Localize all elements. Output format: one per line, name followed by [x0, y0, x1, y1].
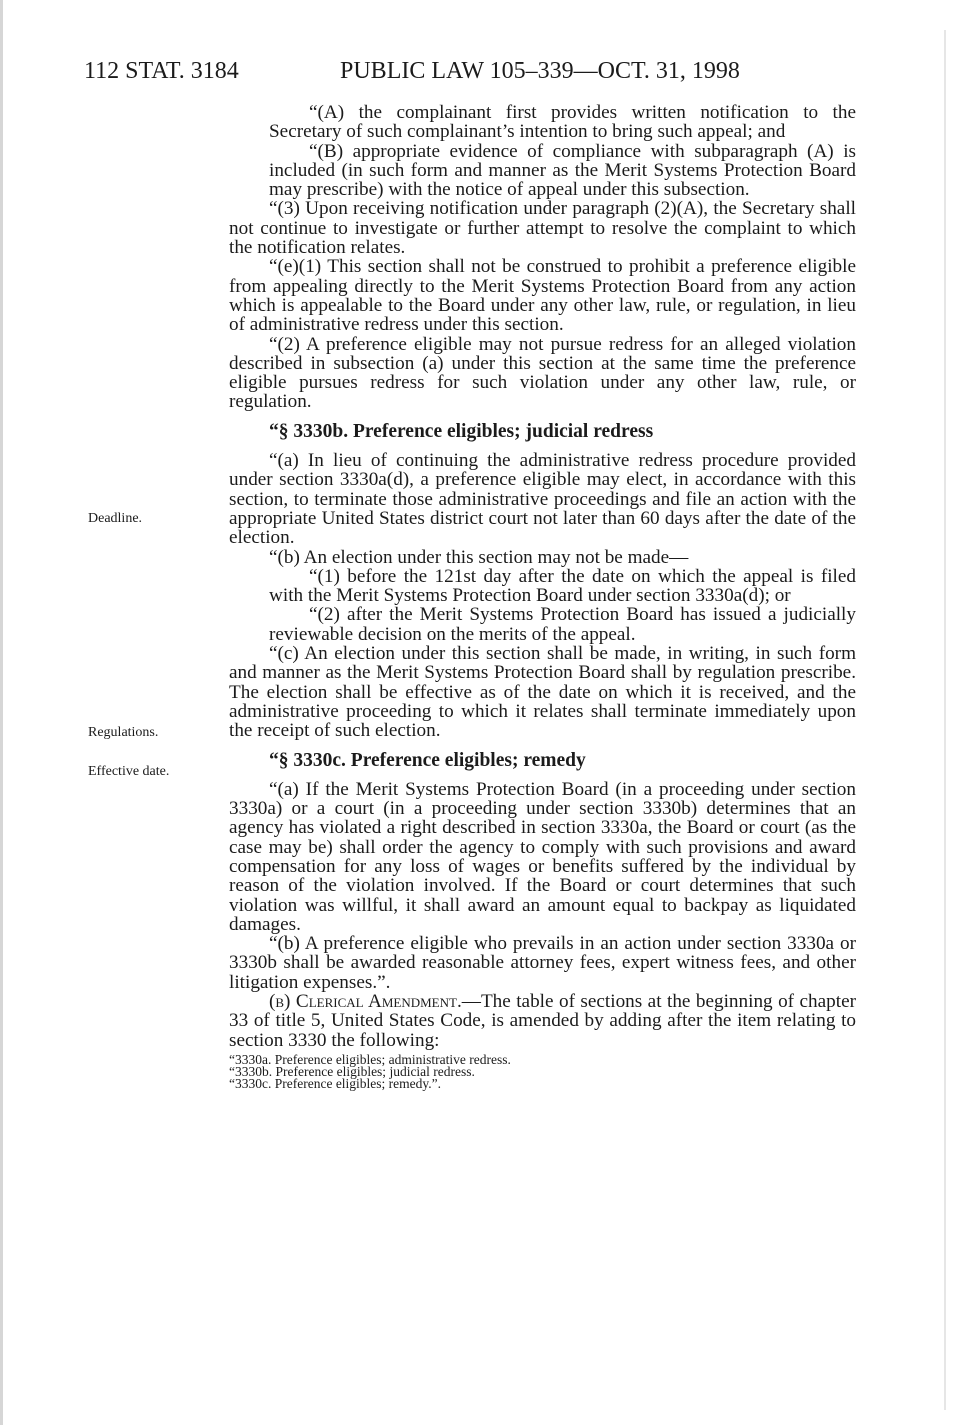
toc-item-3330a: “3330a. Preference eligibles; administrative redress. — [229, 1051, 511, 1067]
paragraph-3: “(3) Upon receiving notification under paragraph (2)(A), the Secretary shall not continue to investigate or further attempt to resolve the complaint to which the notification relates. — [229, 198, 856, 259]
section-heading-3330b: “§ 3330b. Preference eligibles; judicial redress — [269, 420, 654, 442]
table-of-sections — [229, 1051, 856, 1091]
paragraph-A: “(A) the complainant first provides written notification to the Secretary of such complainant’s intention to bring such appeal; and — [269, 102, 856, 143]
statute-body — [229, 103, 856, 1090]
paragraph-clerical-amendment — [229, 992, 856, 1050]
paragraph-3330c-b: “(b) A preference eligible who prevails in an action under section 3330a or 3330b shall be awarded reasonable attorney fees, expert witness fees, and other litigation expenses.”. — [229, 933, 856, 993]
toc-item-3330c: “3330c. Preference eligibles; remedy.”. — [229, 1075, 442, 1091]
paragraph-3330b-b1: “(1) before the 121st day after the date on which the appeal is filed with the Merit Systems Protection Board under section 3330a(d); or — [269, 565, 856, 607]
public-law-title: PUBLIC LAW 105–339—OCT. 31, 1998 — [340, 58, 740, 84]
section-heading-3330c: “§ 3330c. Preference eligibles; remedy — [269, 749, 586, 771]
margin-note-effective-date: Effective date. — [88, 764, 170, 779]
paragraph-e1: “(e)(1) This section shall not be construed to prohibit a preference eligible from appealing directly to the Merit Systems Protection Board from any action which is appealable to the Board under any other law, rule, or regulation, in lieu of administrative redress under this section. — [229, 256, 856, 336]
margin-note-deadline: Deadline. — [88, 511, 143, 526]
toc-item-3330b: “3330b. Preference eligibles; judicial redress. — [229, 1063, 475, 1079]
scan-edge-left — [0, 0, 3, 1425]
paragraph-3330b-b2: “(2) after the Merit Systems Protection Board has issued a judicially reviewable decision on the merits of the appeal. — [269, 604, 856, 645]
clerical-amendment-label: (b) Clerical Amendment. — [269, 991, 462, 1013]
paragraph-3330b-c: “(c) An election under this section shall be made, in writing, in such form and manner as the Merit Systems Protection Board shall by regulation prescribe. The election shall be effective as of the date on which it is received, and the administrative proceeding to which it relates shall terminate immediately upon the receipt of such election. — [229, 643, 856, 742]
paragraph-3330b-a: “(a) In lieu of continuing the administrative redress procedure provided under section 3330a(d), a preference eligible may elect, in accordance with this section, to terminate those administrative proceedings and file an action with the appropriate United States district court not later than 60 days after the date of the election. — [229, 450, 856, 549]
paragraph-3330c-a: “(a) If the Merit Systems Protection Board (in a proceeding under section 3330a) or a court (in a proceeding under section 3330b) determines that an agency has violated a right described in section 3330a, the Board or court (as the case may be) shall order the agency to comply with such provisions and award compensation for any loss of wages or benefits suffered by the individual by reason of the violation involved. If the Board or court determines that such violation was willful, it shall award an amount equal to backpay as liquidated damages. — [229, 778, 856, 935]
clerical-amendment-text: —The table of sections at the beginning of chapter 33 of title 5, United States Code, is amended by adding after the item relating to section 3330 the following: — [229, 991, 856, 1051]
statute-citation: 112 STAT. 3184 — [84, 58, 239, 84]
scan-edge-right — [944, 30, 946, 1410]
margin-note-regulations: Regulations. — [88, 725, 159, 740]
paragraph-3330b-b: “(b) An election under this section may not be made— — [269, 546, 689, 568]
paragraph-e2: “(2) A preference eligible may not pursue redress for an alleged violation described in subsection (a) under this section at the same time the preference eligible pursues redress for such violation under any other law, rule, or regulation. — [229, 333, 856, 413]
paragraph-B: “(B) appropriate evidence of compliance with subparagraph (A) is included (in such form and manner as the Merit Systems Protection Board may prescribe) with the notice of appeal under this subsection. — [269, 140, 856, 201]
